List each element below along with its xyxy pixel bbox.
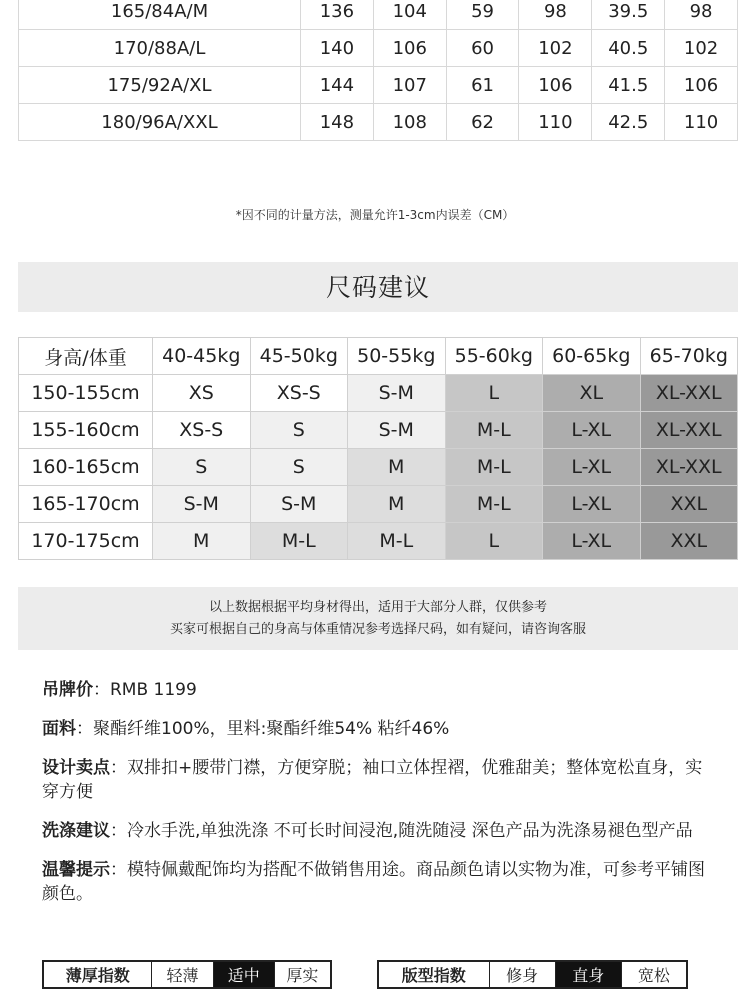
recommendation-header-row — [19, 338, 738, 375]
recommended-size-cell: L — [445, 523, 543, 560]
recommended-size-cell: S-M — [348, 375, 446, 412]
wash-label: 洗涤建议 — [42, 821, 110, 841]
height-header: 150-155cm — [19, 375, 153, 412]
recommendation-row — [19, 486, 738, 523]
fit-gauge — [377, 960, 688, 989]
recommended-size-cell: L-XL — [543, 412, 641, 449]
measurement-cell: 107 — [373, 67, 446, 104]
measurement-cell: 59 — [446, 0, 519, 30]
recommended-size-cell: M-L — [348, 523, 446, 560]
gauge-option: 厚实 — [274, 962, 330, 987]
product-specs — [42, 678, 712, 906]
recommended-size-cell: S — [250, 412, 348, 449]
recommended-size-cell: XS — [153, 375, 251, 412]
recommendation-row — [19, 375, 738, 412]
price-value: ：RMB 1199 — [93, 680, 197, 700]
measurement-cell: 110 — [519, 104, 592, 141]
size-label-cell: 175/92A/XL — [19, 67, 301, 104]
gauge-option: 宽松 — [621, 962, 686, 987]
measurement-cell: 61 — [446, 67, 519, 104]
weight-header: 40-45kg — [153, 338, 251, 375]
measurement-cell: 106 — [665, 67, 738, 104]
measurement-cell: 98 — [665, 0, 738, 30]
recommended-size-cell: L — [445, 375, 543, 412]
height-header: 170-175cm — [19, 523, 153, 560]
height-header: 155-160cm — [19, 412, 153, 449]
wash-value: ：冷水手洗,单独洗涤 不可长时间浸泡,随洗随浸 深色产品为洗涤易褪色型产品 — [110, 821, 693, 841]
size-recommendation-table — [18, 337, 738, 560]
recommended-size-cell: S-M — [348, 412, 446, 449]
recommendation-row — [19, 523, 738, 560]
tip-row — [42, 858, 712, 906]
weight-header: 55-60kg — [445, 338, 543, 375]
measurement-cell: 102 — [519, 30, 592, 67]
weight-header: 45-50kg — [250, 338, 348, 375]
recommended-size-cell: XL-XXL — [640, 375, 738, 412]
measurement-cell: 136 — [301, 0, 374, 30]
price-label: 吊牌价 — [42, 680, 93, 700]
size-label-cell: 180/96A/XXL — [19, 104, 301, 141]
size-label-cell: 170/88A/L — [19, 30, 301, 67]
recommended-size-cell: L-XL — [543, 449, 641, 486]
measurement-cell: 62 — [446, 104, 519, 141]
gauge-option: 直身 — [555, 962, 621, 987]
design-row — [42, 756, 712, 804]
measurement-cell: 108 — [373, 104, 446, 141]
measurement-note: *因不同的计量方法，测量允许1-3cm内误差（CM） — [235, 208, 515, 222]
measurement-cell: 144 — [301, 67, 374, 104]
recommended-size-cell: XXL — [640, 523, 738, 560]
recommended-size-cell: XXL — [640, 486, 738, 523]
measurement-cell: 148 — [301, 104, 374, 141]
measurement-cell: 102 — [665, 30, 738, 67]
measurement-cell: 110 — [665, 104, 738, 141]
fabric-value: ：聚酯纤维100%，里料:聚酯纤维54% 粘纤46% — [76, 719, 450, 739]
design-value: ：双排扣+腰带门襟，方便穿脱；袖口立体捏褶，优雅甜美；整体宽松直身，实穿方便 — [42, 758, 703, 802]
recommended-size-cell: M — [348, 449, 446, 486]
gauge-option: 适中 — [213, 962, 274, 987]
disclaimer-line-2: 买家可根据自己的身高与体重情况参考选择尺码，如有疑问，请咨询客服 — [169, 622, 586, 637]
size-table-row — [19, 104, 738, 141]
thickness-gauge — [42, 960, 332, 989]
wash-row — [42, 819, 712, 843]
corner-header: 身高/体重 — [19, 338, 153, 375]
measurement-cell: 40.5 — [592, 30, 665, 67]
fabric-label: 面料 — [42, 719, 76, 739]
gauge-option: 修身 — [489, 962, 555, 987]
recommended-size-cell: L-XL — [543, 486, 641, 523]
measurement-cell: 60 — [446, 30, 519, 67]
recommended-size-cell: S-M — [153, 486, 251, 523]
gauge-label: 薄厚指数 — [65, 966, 130, 985]
tip-label: 温馨提示 — [42, 860, 110, 880]
measurement-cell: 39.5 — [592, 0, 665, 30]
recommendation-row — [19, 412, 738, 449]
recommended-size-cell: S — [153, 449, 251, 486]
recommended-size-cell: M — [348, 486, 446, 523]
recommended-size-cell: S-M — [250, 486, 348, 523]
recommended-size-cell: M-L — [445, 449, 543, 486]
measurement-cell: 98 — [519, 0, 592, 30]
recommended-size-cell: M-L — [445, 412, 543, 449]
height-header: 160-165cm — [19, 449, 153, 486]
height-header: 165-170cm — [19, 486, 153, 523]
recommended-size-cell: S — [250, 449, 348, 486]
size-table-row — [19, 0, 738, 30]
recommended-size-cell: M-L — [250, 523, 348, 560]
tip-value: ：模特佩戴配饰均为搭配不做销售用途。商品颜色请以实物为准，可参考平铺图颜色。 — [42, 860, 705, 904]
size-label-cell: 165/84A/M — [19, 0, 301, 30]
size-chart-table — [18, 0, 738, 141]
measurement-cell: 140 — [301, 30, 374, 67]
recommended-size-cell: XL — [543, 375, 641, 412]
measurement-cell: 42.5 — [592, 104, 665, 141]
size-table-row — [19, 30, 738, 67]
recommended-size-cell: XS-S — [153, 412, 251, 449]
recommended-size-cell: M — [153, 523, 251, 560]
weight-header: 50-55kg — [348, 338, 446, 375]
recommended-size-cell: M-L — [445, 486, 543, 523]
disclaimer-line-1: 以上数据根据平均身材得出，适用于大部分人群，仅供参考 — [208, 600, 547, 615]
size-table-row — [19, 67, 738, 104]
weight-header: 60-65kg — [543, 338, 641, 375]
measurement-cell: 106 — [373, 30, 446, 67]
size-recommendation-title: 尺码建议 — [18, 262, 738, 312]
gauge-option: 轻薄 — [151, 962, 212, 987]
recommendation-row — [19, 449, 738, 486]
recommended-size-cell: XS-S — [250, 375, 348, 412]
weight-header: 65-70kg — [640, 338, 738, 375]
gauge-label: 版型指数 — [401, 966, 466, 985]
recommended-size-cell: XL-XXL — [640, 412, 738, 449]
measurement-cell: 104 — [373, 0, 446, 30]
measurement-cell: 41.5 — [592, 67, 665, 104]
measurement-cell: 106 — [519, 67, 592, 104]
design-label: 设计卖点 — [42, 758, 110, 778]
price-row — [42, 678, 712, 702]
recommended-size-cell: L-XL — [543, 523, 641, 560]
recommended-size-cell: XL-XXL — [640, 449, 738, 486]
fabric-row — [42, 717, 712, 741]
disclaimer-box — [18, 587, 738, 650]
